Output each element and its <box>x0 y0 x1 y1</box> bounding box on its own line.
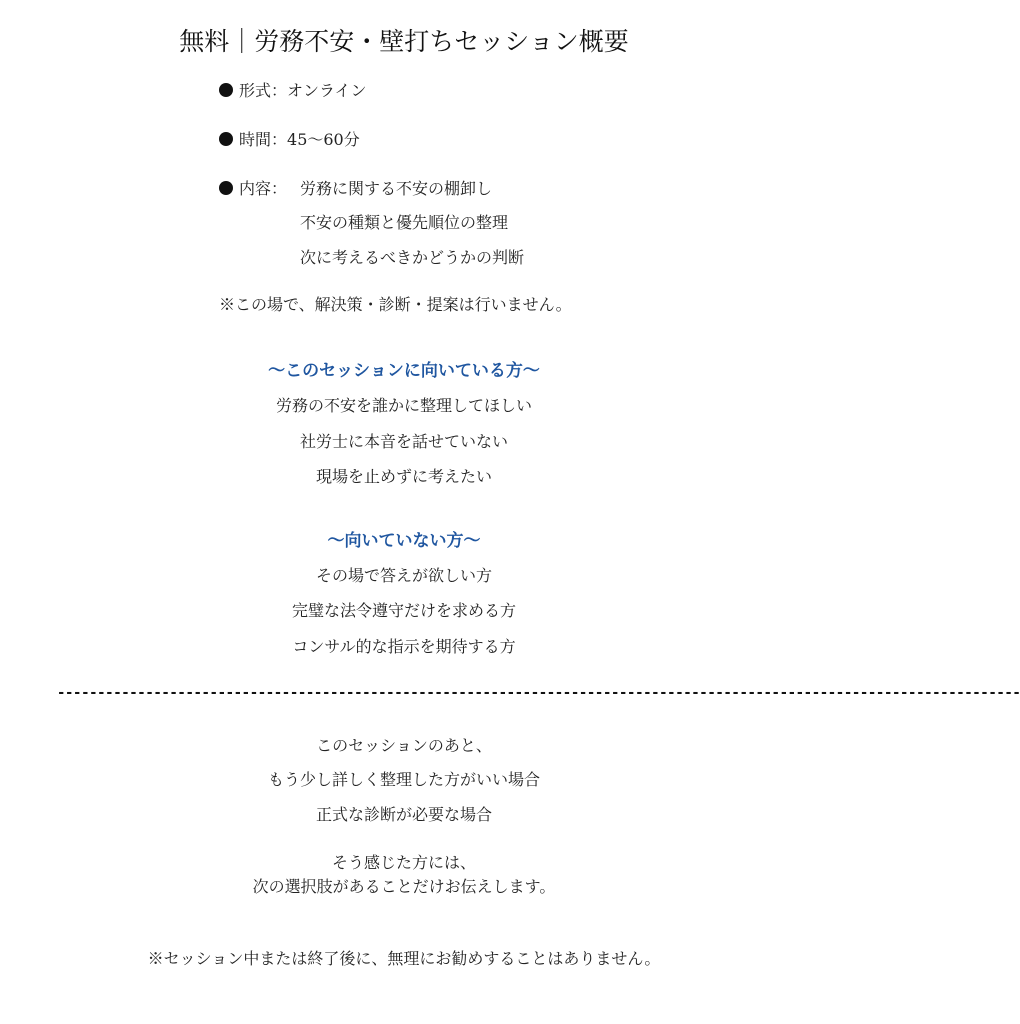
suitable-item: 現場を止めずに考えたい <box>315 467 492 486</box>
suitable-item: 社労士に本音を話せていない <box>299 432 508 451</box>
time-value: 45〜60分 <box>287 130 360 149</box>
unsuitable-item: その場で答えが欲しい方 <box>315 566 492 585</box>
bullet-icon <box>219 83 233 97</box>
unsuitable-item: 完璧な法令遵守だけを求める方 <box>291 601 516 620</box>
after-line: 正式な診断が必要な場合 <box>315 805 492 824</box>
closing-line: 次の選択肢があることだけお伝えします。 <box>252 877 556 896</box>
time-row <box>219 127 360 150</box>
format-row <box>219 78 367 101</box>
dashed-divider: ------------------------------------------------------------------------------------------------------------------------ <box>57 685 1020 701</box>
content-item: 労務に関する不安の棚卸し <box>300 179 493 198</box>
overview-note: ※この場で、解決策・診断・提案は行いません。 <box>219 295 572 314</box>
content-row <box>219 176 287 199</box>
unsuitable-item: コンサル的な指示を期待する方 <box>292 637 516 656</box>
suitable-item: 労務の不安を誰かに整理してほしい <box>275 396 532 415</box>
page-title: 無料｜労務不安・壁打ちセッション概要 <box>179 27 629 56</box>
closing-line: そう感じた方には、 <box>331 853 476 872</box>
unsuitable-heading: 〜向いていない方〜 <box>327 531 481 551</box>
format-value: オンライン <box>287 81 367 100</box>
footer-note: ※セッション中または終了後に、無理にお勧めすることはありません。 <box>147 949 661 968</box>
time-label: 時間： <box>239 130 288 149</box>
content-label: 内容： <box>239 179 288 198</box>
format-label: 形式： <box>239 81 288 100</box>
content-item: 不安の種類と優先順位の整理 <box>300 213 509 232</box>
bullet-icon <box>219 181 233 195</box>
after-line: もう少し詳しく整理した方がいい場合 <box>267 770 540 789</box>
bullet-icon <box>219 132 233 146</box>
suitable-heading: 〜このセッションに向いている方〜 <box>268 361 540 381</box>
content-item: 次に考えるべきかどうかの判断 <box>300 248 525 267</box>
after-line: このセッションのあと、 <box>316 736 492 755</box>
